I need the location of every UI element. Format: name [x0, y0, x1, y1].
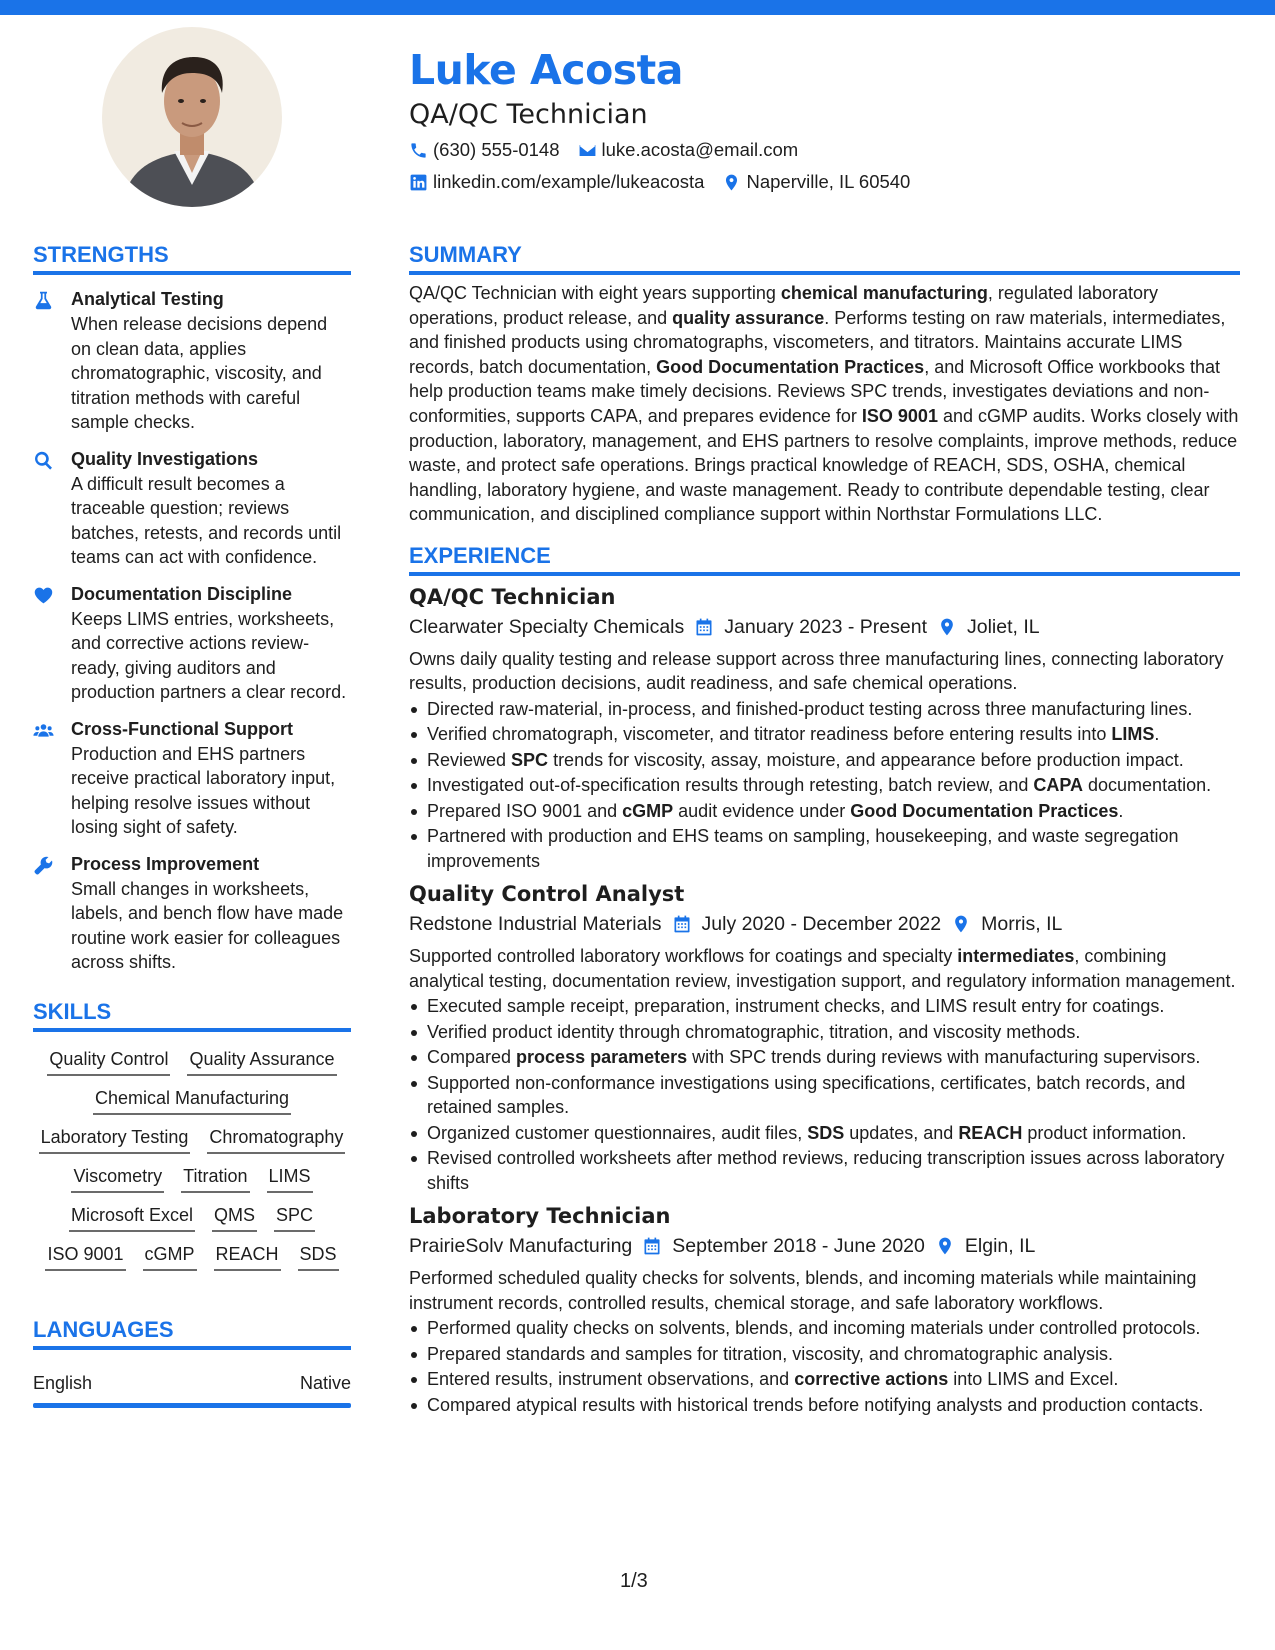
job-meta	[409, 612, 1240, 642]
strength-title: Analytical Testing	[71, 289, 224, 309]
list-item: Compared atypical results with historical trends before notifying analysts and production contacts.	[409, 1393, 1240, 1418]
calendar-icon	[672, 914, 692, 934]
linkedin-icon	[409, 173, 428, 192]
calendar-icon	[694, 617, 714, 637]
list-item: Prepared standards and samples for titration, viscosity, and chromatographic analysis.	[409, 1342, 1240, 1367]
map-pin-icon	[935, 1236, 955, 1256]
list-item: Executed sample receipt, preparation, instrument checks, and LIMS result entry for coatings.	[409, 994, 1240, 1019]
contact-row-1	[409, 134, 1249, 166]
strength-desc: Keeps LIMS entries, worksheets, and corrective actions review-ready, giving auditors and production partners a clear record.	[71, 608, 347, 702]
list-item: Revised controlled worksheets after method reviews, reducing transcription issues across laboratory shifts	[409, 1146, 1240, 1195]
strengths-heading: STRENGTHS	[33, 240, 351, 275]
email-text: luke.acosta@email.com	[601, 139, 799, 160]
skill-tag: Chromatography	[207, 1125, 345, 1154]
candidate-name: Luke Acosta	[409, 46, 683, 94]
job-dates: January 2023 - Present	[724, 615, 927, 638]
language-level: Native	[299, 1372, 351, 1393]
strength-item	[33, 447, 351, 570]
job-title: Laboratory Technician	[409, 1204, 671, 1229]
skill-tag: Quality Assurance	[187, 1047, 336, 1076]
phone-icon	[409, 141, 428, 160]
strength-title: Cross-Functional Support	[71, 718, 293, 739]
page-number: 1/3	[620, 1570, 648, 1592]
skill-tag: ISO 9001	[45, 1242, 125, 1271]
job-meta	[409, 1231, 1240, 1261]
job-company: Clearwater Specialty Chemicals	[409, 615, 685, 638]
experience-list	[409, 582, 1240, 1418]
job-description: Supported controlled laboratory workflows for coatings and specialty intermediates, combining analytical testing, documentation review, investigation support, and regulatory information management.	[409, 946, 1236, 991]
job-meta	[409, 909, 1240, 939]
job-entry	[409, 582, 1240, 874]
job-description: Owns daily quality testing and release support across three manufacturing lines, connecting laboratory results, production decisions, audit readiness, and safe chemical operations.	[409, 648, 1224, 694]
language-row	[33, 1370, 351, 1396]
search-icon	[33, 450, 54, 471]
list-item: Organized customer questionnaires, audit files, SDS updates, and REACH product information.	[409, 1121, 1240, 1146]
list-item: Compared process parameters with SPC trends during reviews with manufacturing supervisors.	[409, 1045, 1240, 1070]
skill-tag: Viscometry	[71, 1164, 164, 1193]
calendar-icon	[642, 1236, 662, 1256]
languages-heading: LANGUAGES	[33, 1315, 351, 1350]
strength-item	[33, 287, 351, 435]
resume-header	[409, 40, 1249, 198]
skills-list	[33, 1047, 351, 1271]
contact-location	[722, 166, 910, 198]
wrench-icon	[33, 855, 54, 876]
profile-photo	[102, 27, 282, 207]
job-entry	[409, 1201, 1240, 1417]
language-name: English	[33, 1372, 93, 1393]
right-column	[409, 240, 1240, 1417]
strength-item	[33, 852, 351, 975]
skill-tag: SDS	[298, 1242, 339, 1271]
envelope-icon	[578, 141, 597, 160]
job-location: Morris, IL	[981, 913, 1063, 936]
flask-icon	[33, 290, 54, 311]
list-item: Performed quality checks on solvents, blends, and incoming materials under controlled protocols.	[409, 1316, 1240, 1341]
map-pin-icon	[951, 914, 971, 934]
summary-heading: SUMMARY	[409, 240, 1240, 275]
list-item: Reviewed SPC trends for viscosity, assay, moisture, and appearance before production impact.	[409, 748, 1240, 773]
job-bullets	[409, 697, 1240, 874]
users-icon	[33, 720, 54, 741]
skill-tag: Chemical Manufacturing	[93, 1086, 291, 1115]
job-bullets	[409, 994, 1240, 1195]
skills-heading: SKILLS	[33, 997, 351, 1032]
strength-desc: Small changes in worksheets, labels, and bench flow have made routine work easier for colleagues across shifts.	[71, 878, 344, 972]
job-entry	[409, 879, 1240, 1195]
job-bullets	[409, 1316, 1240, 1417]
location-text: Naperville, IL 60540	[746, 171, 911, 192]
phone-text: (630) 555-0148	[433, 139, 560, 160]
language-level-bar	[33, 1403, 351, 1408]
skill-tag: LIMS	[267, 1164, 313, 1193]
strength-desc: When release decisions depend on clean data, applies chromatographic, viscosity, and titration methods with careful sample checks.	[71, 314, 328, 432]
list-item: Investigated out-of-specification results through retesting, batch review, and CAPA documentation.	[409, 773, 1240, 798]
skill-tag: SPC	[274, 1203, 315, 1232]
strength-title: Process Improvement	[71, 853, 260, 874]
list-item: Directed raw-material, in-process, and finished-product testing across three manufacturing lines.	[409, 697, 1240, 722]
strength-item	[33, 717, 351, 840]
contact-phone[interactable]	[409, 134, 560, 166]
strength-title: Documentation Discipline	[71, 583, 293, 604]
list-item: Verified product identity through chromatographic, titration, and viscosity methods.	[409, 1020, 1240, 1045]
skill-tag: Microsoft Excel	[69, 1203, 195, 1232]
job-location: Joliet, IL	[966, 615, 1040, 638]
job-description: Performed scheduled quality checks for solvents, blends, and incoming materials while maintaining instrument records, controlled results, chemical storage, and safe laboratory workflows.	[409, 1268, 1197, 1313]
list-item: Supported non-conformance investigations using specifications, certificates, batch records, and retained samples.	[409, 1071, 1240, 1120]
candidate-title: QA/QC Technician	[409, 99, 648, 130]
list-item: Prepared ISO 9001 and cGMP audit evidence under Good Documentation Practices.	[409, 799, 1240, 824]
skill-tag: QMS	[212, 1203, 257, 1232]
strength-item	[33, 582, 351, 705]
heart-icon	[33, 585, 54, 606]
job-title: QA/QC Technician	[409, 584, 616, 609]
left-column	[33, 240, 351, 1408]
skill-tag: Laboratory Testing	[39, 1125, 191, 1154]
strength-desc: Production and EHS partners receive practical laboratory input, helping resolve issues without losing sight of safety.	[71, 743, 336, 837]
strength-desc: A difficult result becomes a traceable question; reviews batches, retests, and records until teams can act with confidence.	[71, 473, 342, 567]
contact-row-2	[409, 166, 1249, 198]
linkedin-text: linkedin.com/example/lukeacosta	[433, 171, 705, 192]
map-pin-icon	[722, 173, 741, 192]
top-accent-bar	[0, 0, 1275, 15]
contact-email[interactable]	[578, 134, 799, 166]
strengths-list	[33, 287, 351, 975]
skill-tag: Quality Control	[47, 1047, 170, 1076]
job-dates: July 2020 - December 2022	[701, 913, 942, 936]
job-dates: September 2018 - June 2020	[672, 1235, 925, 1258]
job-company: PrairieSolv Manufacturing	[409, 1235, 633, 1258]
list-item: Partnered with production and EHS teams on sampling, housekeeping, and waste segregation improvements	[409, 824, 1240, 873]
skill-tag: Titration	[181, 1164, 249, 1193]
job-location: Elgin, IL	[964, 1235, 1036, 1258]
list-item: Entered results, instrument observations, and corrective actions into LIMS and Excel.	[409, 1367, 1240, 1392]
strength-title: Quality Investigations	[71, 448, 259, 469]
experience-heading: EXPERIENCE	[409, 541, 1240, 576]
map-pin-icon	[937, 617, 957, 637]
skill-tag: cGMP	[143, 1242, 197, 1271]
list-item: Verified chromatograph, viscometer, and titrator readiness before entering results into LIMS.	[409, 722, 1240, 747]
job-title: Quality Control Analyst	[409, 882, 685, 907]
job-company: Redstone Industrial Materials	[409, 913, 662, 936]
summary-text: QA/QC Technician with eight years supporting chemical manufacturing, regulated laboratory operations, product release, and quality assurance. Performs testing on raw materials, intermediates, and finished products using chromatographs, viscometers, and titrators. Maintains accurate LIMS records, batch documentation, Good Documentation Practices, and Microsoft Office workbooks that help production teams make timely decisions. Reviews SPC trends, investigates deviations and non-conformities, supports CAPA, and prepares evidence for ISO 9001 and cGMP audits. Works closely with production, laboratory, management, and EHS partners to resolve complaints, improve methods, reduce waste, and protect safe operations. Brings practical knowledge of REACH, SDS, OSHA, chemical handling, laboratory hygiene, and waste management. Ready to contribute dependable testing, clear communication, and disciplined compliance support within Northstar Formulations LLC.	[409, 283, 1239, 525]
skill-tag: REACH	[214, 1242, 281, 1271]
contact-linkedin[interactable]	[409, 166, 704, 198]
